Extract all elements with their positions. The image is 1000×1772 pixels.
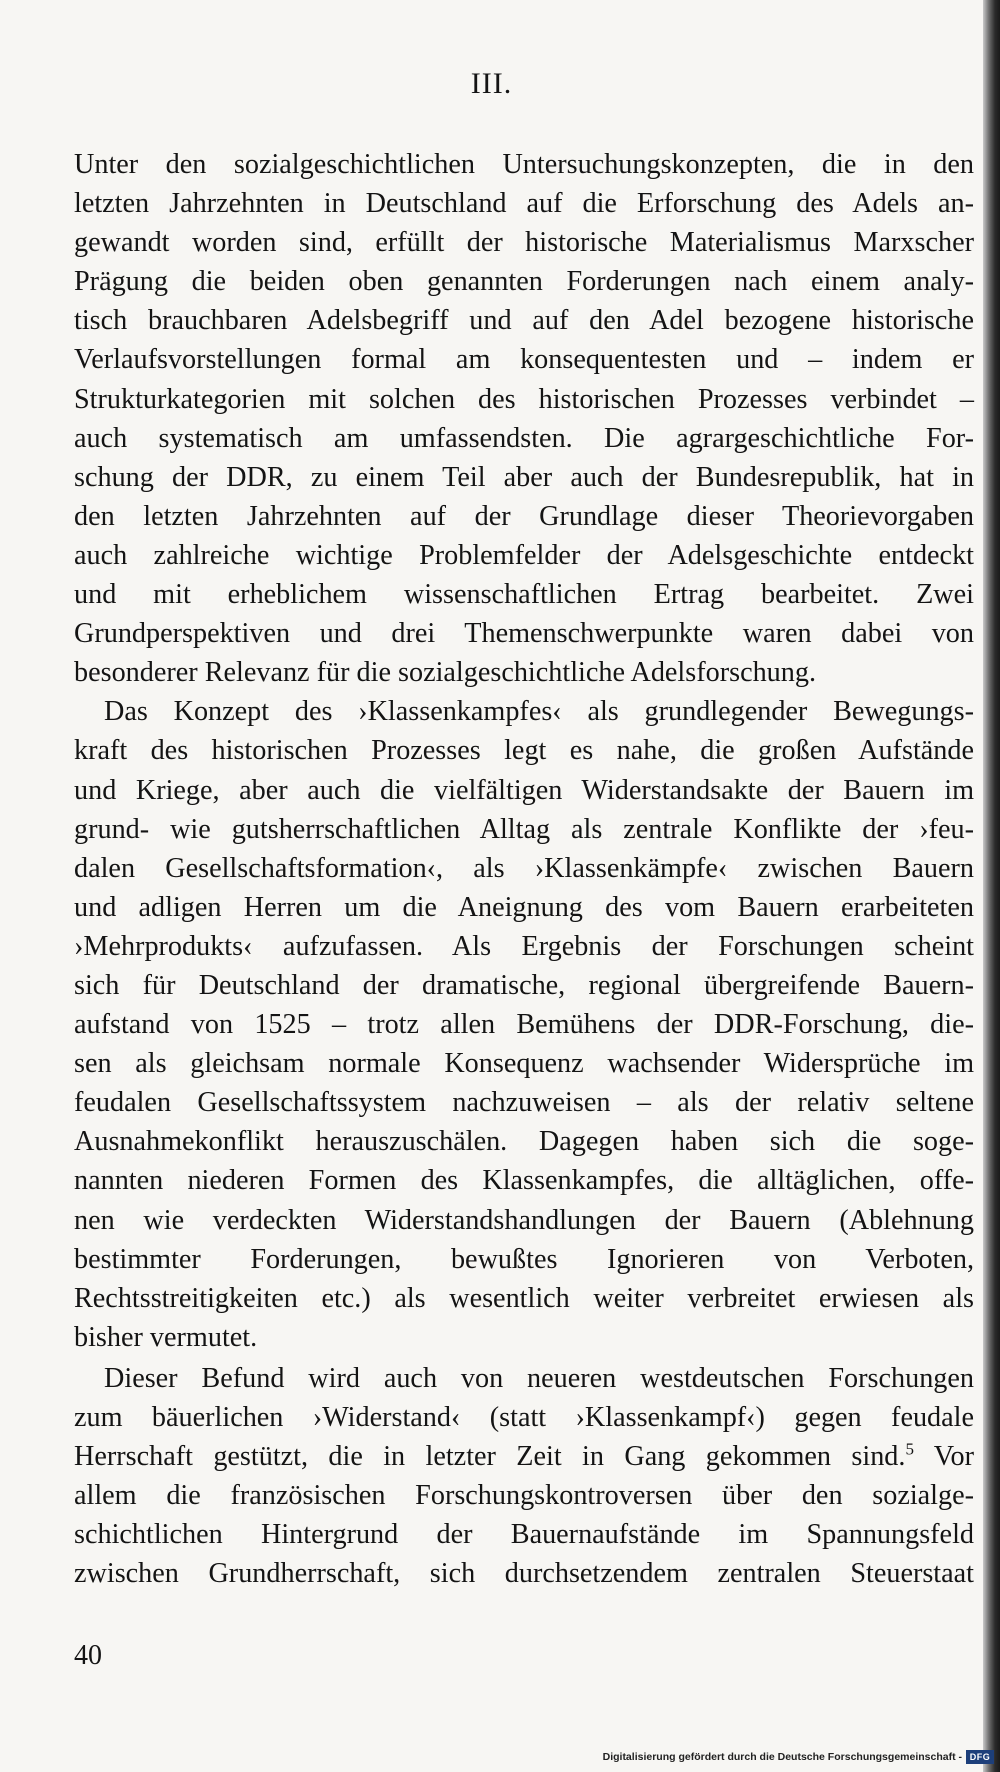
- text-line: Dieser Befund wird auch von neueren westdeutschen Forschungen: [104, 1362, 974, 1394]
- text-line: Das Konzept des ›Klassenkampfes‹ als grundlegender Bewegungs-: [104, 696, 974, 728]
- text-line: und mit erheblichem wissenschaftlichen Ertrag bearbeitet. Zwei: [74, 579, 974, 611]
- text-line: tisch brauchbaren Adelsbegriff und auf den Adel bezogene historische: [74, 305, 974, 337]
- footer-text: Digitalisierung gefördert durch die Deutsche Forschungsgemeinschaft -: [602, 1751, 962, 1763]
- text-line: schichtlichen Hintergrund der Bauernaufstände im Spannungsfeld: [74, 1519, 974, 1551]
- text-line: zum bäuerlichen ›Widerstand‹ (statt ›Klassenkampf‹) gegen feudale: [74, 1402, 974, 1433]
- text-line: sich für Deutschland der dramatische, regional übergreifende Bauern-: [74, 969, 974, 1001]
- text-line: ›Mehrprodukts‹ aufzufassen. Als Ergebnis der Forschungen scheint: [74, 930, 974, 962]
- text-line: kraft des historischen Prozesses legt es nahe, die großen Aufstände: [74, 735, 974, 767]
- text-line: besonderer Relevanz für die sozialgeschichtliche Adelsforschung.: [74, 657, 816, 689]
- text-line: Verlaufsvorstellungen formal am konsequentesten und – indem er: [74, 344, 974, 376]
- text-line: letzten Jahrzehnten in Deutschland auf die Erforschung des Adels an-: [74, 188, 974, 220]
- text-line: nannten niederen Formen des Klassenkampfes, die alltäglichen, offe-: [74, 1165, 974, 1197]
- page-edge-shadow: [983, 0, 1000, 1772]
- text-line: aufstand von 1525 – trotz allen Bemühens der DDR-Forschung, die-: [74, 1009, 974, 1041]
- page-number: 40: [74, 1640, 102, 1671]
- text-line: allem die französischen Forschungskontroversen über den sozialge-: [74, 1480, 974, 1512]
- text-line: dalen Gesellschaftsformation‹, als ›Klassenkämpfe‹ zwischen Bauern: [74, 852, 974, 884]
- digitization-footer: [603, 1748, 994, 1766]
- footnote-marker: 5: [905, 1439, 914, 1459]
- text-line: den letzten Jahrzehnten auf der Grundlage dieser Theorievorgaben: [74, 500, 974, 532]
- text-line-with-footnote: [74, 1437, 974, 1476]
- text-line: gewandt worden sind, erfüllt der historische Materialismus Marxscher: [74, 227, 974, 259]
- line-text: Vor: [913, 1441, 974, 1473]
- text-line: zwischen Grundherrschaft, sich durchsetzendem zentralen Steuerstaat: [74, 1558, 974, 1590]
- line-text: Herrschaft gestützt, die in letzter Zeit in Gang gekommen sind.: [74, 1441, 906, 1473]
- text-line: Unter den sozialgeschichtlichen Untersuchungskonzepten, die in den: [74, 149, 974, 180]
- text-line: Grundperspektiven und drei Themenschwerpunkte waren dabei von: [74, 618, 974, 650]
- section-heading: III.: [470, 67, 513, 100]
- text-line: Strukturkategorien mit solchen des historischen Prozesses verbindet –: [74, 383, 974, 415]
- text-line: bestimmter Forderungen, bewußtes Ignorieren von Verboten,: [74, 1243, 974, 1275]
- text-line: Prägung die beiden oben genannten Forderungen nach einem analy-: [74, 266, 974, 298]
- text-line: Rechtsstreitigkeiten etc.) als wesentlich weiter verbreitet erwiesen als: [74, 1282, 974, 1314]
- text-line: auch systematisch am umfassendsten. Die agrargeschichtliche For-: [74, 422, 974, 454]
- body-text: [74, 145, 974, 1593]
- text-line: grund- wie gutsherrschaftlichen Alltag als zentrale Konflikte der ›feu-: [74, 813, 974, 845]
- text-line: sen als gleichsam normale Konsequenz wachsender Widersprüche im: [74, 1048, 974, 1080]
- text-line: und Kriege, aber auch die vielfältigen Widerstandsakte der Bauern im: [74, 774, 974, 806]
- text-line: nen wie verdeckten Widerstandshandlungen der Bauern (Ablehnung: [74, 1204, 974, 1236]
- text-line: bisher vermutet.: [74, 1321, 258, 1353]
- text-line: feudalen Gesellschaftssystem nachzuweisen – als der relativ seltene: [74, 1087, 974, 1119]
- text-line: auch zahlreiche wichtige Problemfelder der Adelsgeschichte entdeckt: [74, 539, 974, 571]
- text-line: Ausnahmekonflikt herauszuschälen. Dagegen haben sich die soge-: [74, 1126, 974, 1158]
- text-line: schung der DDR, zu einem Teil aber auch der Bundesrepublik, hat in: [74, 461, 974, 493]
- text-line: und adligen Herren um die Aneignung des vom Bauern erarbeiteten: [74, 891, 974, 923]
- dfg-logo: DFG: [966, 1750, 994, 1764]
